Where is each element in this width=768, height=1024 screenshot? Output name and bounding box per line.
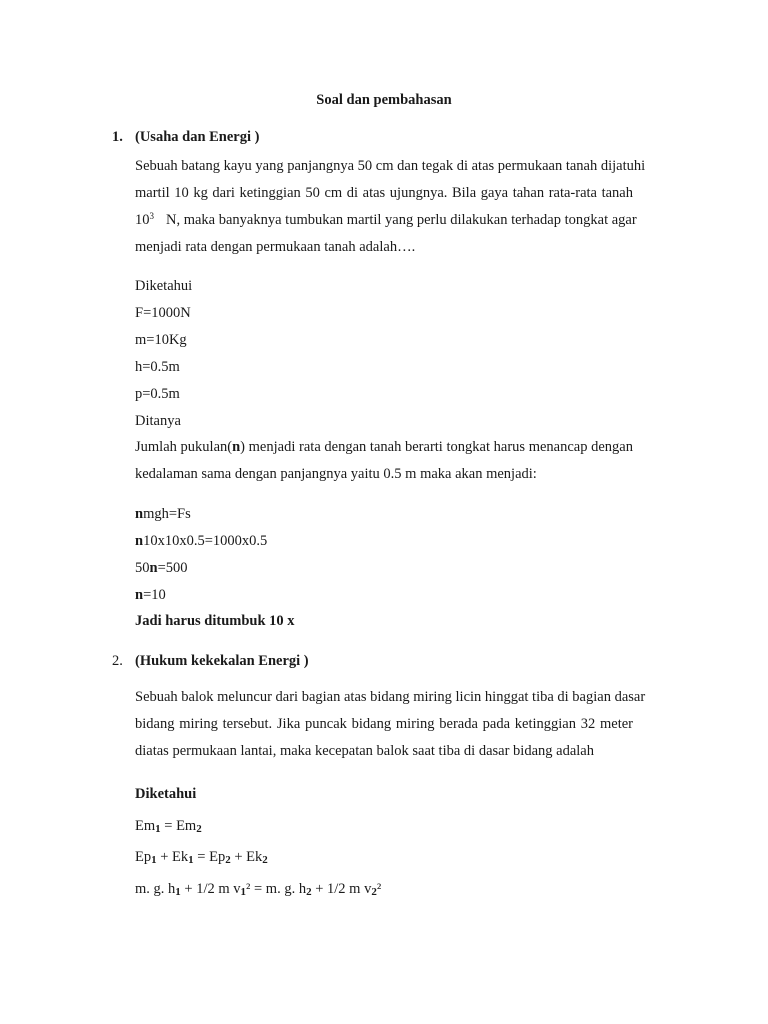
q1-asked-label: Ditanya: [135, 413, 181, 429]
q1-equation-4: n=10: [135, 587, 166, 603]
q2-problem-line-1: Sebuah balok meluncur dari bagian atas bidang miring licin hinggat tiba di bagian dasar: [135, 689, 646, 705]
page-title: Soal dan pembahasan: [316, 92, 452, 108]
q1-force-value: $10^3$: [135, 211, 154, 228]
q1-given-length: p=0.5m: [135, 386, 180, 402]
q1-heading: (Usaha dan Energi ): [135, 129, 260, 145]
q1-equation-3: 50n=500: [135, 560, 188, 576]
q2-problem-line-3: diatas permukaan lantai, maka kecepatan balok saat tiba di dasar bidang adalah: [135, 743, 594, 759]
q1-equation-1: nmgh=Fs: [135, 506, 191, 522]
q1-given-label: Diketahui: [135, 278, 193, 294]
q1-equation-2: n10x10x0.5=1000x0.5: [135, 533, 268, 549]
q1-problem-line-3: N, maka banyaknya tumbukan martil yang perlu dilakukan terhadap tongkat agar: [166, 212, 637, 228]
q1-given-force: F=1000N: [135, 305, 191, 321]
q2-heading: (Hukum kekekalan Energi ): [135, 653, 309, 669]
q2-given-label: Diketahui: [135, 786, 197, 802]
q2-equation-1: Em1 = Em2: [135, 818, 202, 835]
q2-problem-line-2: bidang miring tersebut. Jika puncak bidang miring berada pada ketinggian 32 meter: [135, 716, 633, 732]
q2-equation-2: Ep1 + Ek1 = Ep2 + Ek2: [135, 849, 268, 866]
q2-equation-3: m. g. h1 + 1/2 m v1² = m. g. h2 + 1/2 m v2²: [135, 881, 382, 898]
q1-given-height: h=0.5m: [135, 359, 180, 375]
q1-given-mass: m=10Kg: [135, 332, 187, 348]
q1-explanation-line-2: kedalaman sama dengan panjangnya yaitu 0.5 m maka akan menjadi:: [135, 466, 537, 482]
q2-number: 2.: [112, 653, 123, 669]
q1-problem-line-4: menjadi rata dengan permukaan tanah adalah….: [135, 239, 416, 255]
q1-explanation-line-1: Jumlah pukulan(n) menjadi rata dengan tanah berarti tongkat harus menancap dengan: [135, 439, 633, 455]
q1-number: 1.: [112, 129, 123, 145]
q1-conclusion: Jadi harus ditumbuk 10 x: [135, 613, 295, 629]
q1-problem-line-2: martil 10 kg dari ketinggian 50 cm di atas ujungnya. Bila gaya tahan rata-rata tanah: [135, 185, 633, 201]
q1-problem-line-1: Sebuah batang kayu yang panjangnya 50 cm dan tegak di atas permukaan tanah dijatuhi: [135, 158, 646, 174]
